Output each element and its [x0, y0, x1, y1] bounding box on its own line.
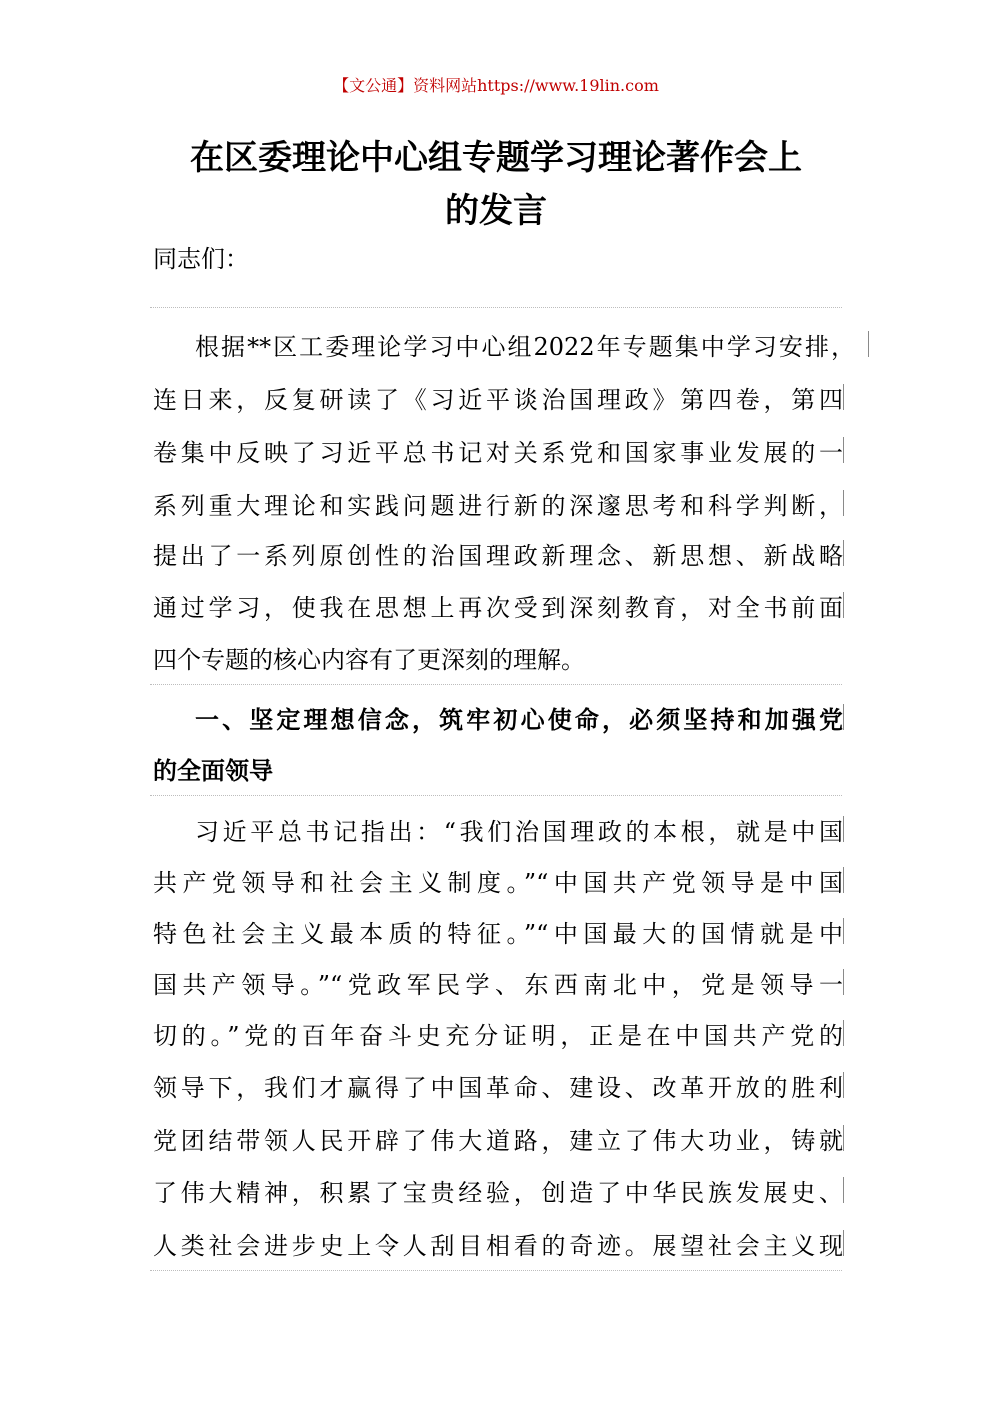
salutation: 同志们：: [153, 245, 249, 273]
para2-line: 切的。”党的百年奋斗史充分证明，正是在中国共产党的: [153, 1022, 843, 1050]
paragraph-divider: [150, 1270, 842, 1271]
margin-marker: [843, 1230, 844, 1256]
site-header[interactable]: [0, 74, 992, 98]
para1-line: 根据**区工委理论学习中心组2022年专题集中学习安排，: [195, 333, 855, 361]
margin-marker: [843, 969, 844, 995]
para1-line: 四个专题的核心内容有了更深刻的理解。: [153, 646, 585, 674]
margin-marker: [843, 918, 844, 944]
paragraph-divider: [150, 684, 842, 685]
paragraph-divider: [150, 307, 842, 308]
para1-line: 系列重大理论和实践问题进行新的深邃思考和科学判断，: [153, 492, 843, 520]
margin-marker: [843, 490, 844, 516]
para2-line: 特色社会主义最本质的特征。”“中国最大的国情就是中: [153, 920, 843, 948]
section-heading-line: 一、坚定理想信念，筑牢初心使命，必须坚持和加强党: [195, 706, 843, 734]
document-title-line-2: 的发言: [445, 191, 547, 231]
para2-line: 习近平总书记指出：“我们治国理政的本根，就是中国: [195, 818, 843, 846]
para2-line: 党团结带领人民开辟了伟大道路，建立了伟大功业，铸就: [153, 1127, 843, 1155]
margin-marker: [843, 1072, 844, 1098]
margin-marker: [843, 540, 844, 566]
margin-marker: [843, 1125, 844, 1151]
margin-marker: [843, 592, 844, 618]
margin-marker: [843, 867, 844, 893]
margin-marker: [843, 1020, 844, 1046]
paragraph-divider: [150, 795, 842, 796]
para1-line: 通过学习，使我在思想上再次受到深刻教育，对全书前面: [153, 594, 843, 622]
header-brand: 【文公通】资料网站: [333, 76, 478, 95]
margin-marker: [843, 437, 844, 463]
para2-line: 领导下，我们才赢得了中国革命、建设、改革开放的胜利: [153, 1074, 843, 1102]
para2-line: 国共产领导。”“党政军民学、东西南北中，党是领导一: [153, 971, 843, 999]
margin-marker: [843, 704, 844, 730]
margin-marker: [868, 331, 869, 357]
para2-line: 共产党领导和社会主义制度。”“中国共产党领导是中国: [153, 869, 843, 897]
para1-line: 连日来，反复研读了《习近平谈治国理政》第四卷，第四: [153, 386, 843, 414]
para1-line: 卷集中反映了习近平总书记对关系党和国家事业发展的一: [153, 439, 843, 467]
section-heading-line: 的全面领导: [153, 757, 273, 785]
margin-marker: [843, 816, 844, 842]
para2-line: 了伟大精神，积累了宝贵经验，创造了中华民族发展史、: [153, 1179, 843, 1207]
para2-line: 人类社会进步史上令人刮目相看的奇迹。展望社会主义现: [153, 1232, 843, 1260]
document-title-line-1: 在区委理论中心组专题学习理论著作会上: [190, 138, 802, 178]
header-url[interactable]: https://www.19lin.com: [477, 76, 659, 95]
margin-marker: [843, 1177, 844, 1203]
margin-marker: [843, 384, 844, 410]
para1-line: 提出了一系列原创性的治国理政新理念、新思想、新战略: [153, 542, 843, 570]
